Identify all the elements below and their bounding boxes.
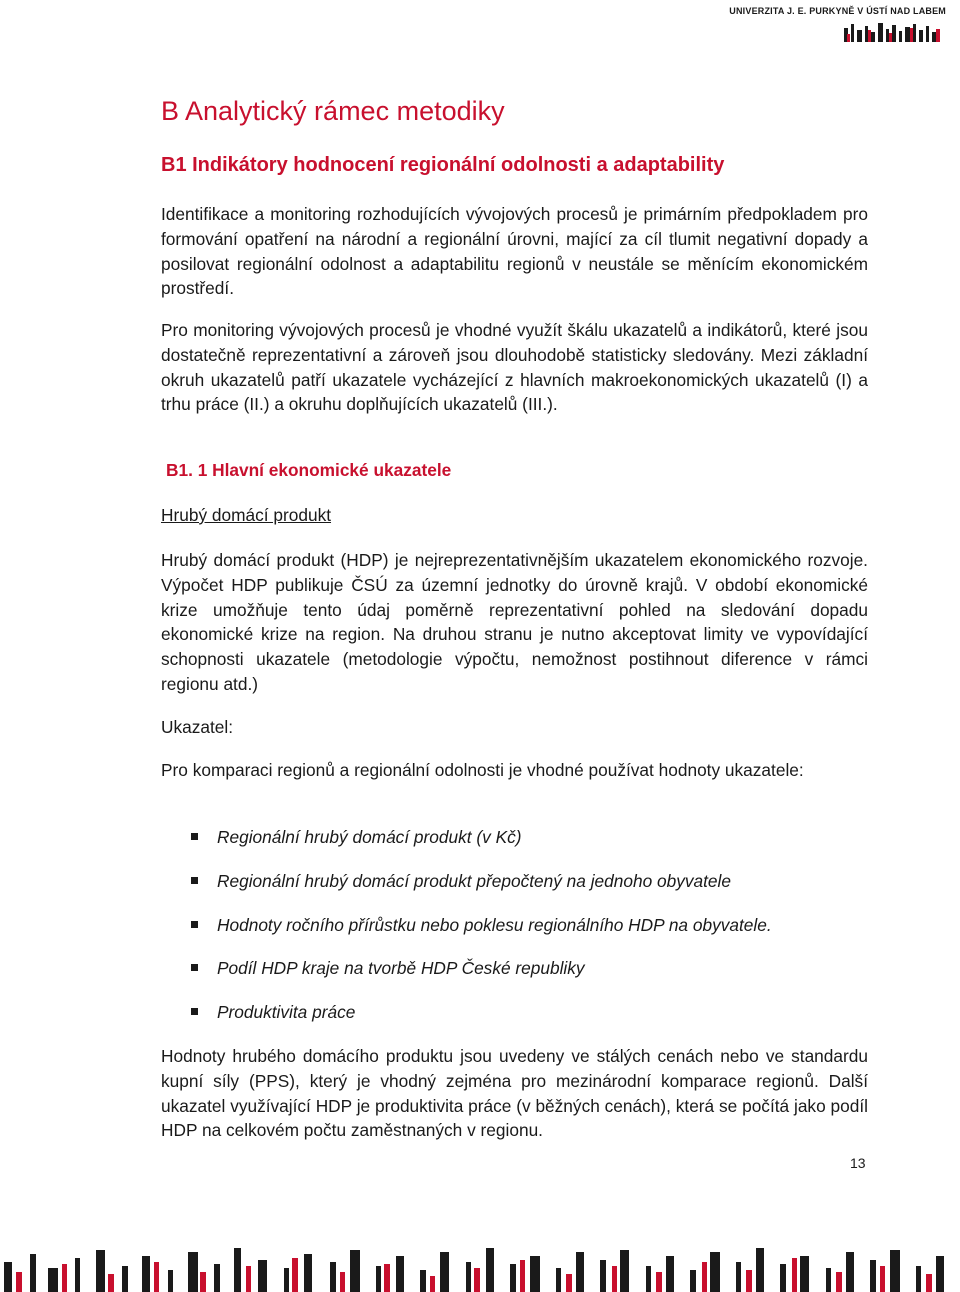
- paragraph-hdp-values: Hodnoty hrubého domácího produktu jsou uvedeny ve stálých cenách nebo ve standardu kupní síly (PPS), který je vhodný zejména pro mezinárodní komparace regionů. Další ukazatel využívající HDP je produktivita práce (v běžných cenách), která se počítá jako podíl HDP na celkovém počtu zaměstnaných v regionu.: [161, 1046, 868, 1141]
- paragraph-indicator-label: Ukazatel:: [161, 717, 234, 737]
- paragraph-intro: Identifikace a monitoring rozhodujících vývojových procesů je primárním předpokladem pro formování opatření na národní a regionální úrovni, mající za cíl tlumit negativní dopady a posilovat regionální odolnost a adaptabilitu regionů v neustále se měnícím ekonomickém prostředí.: [161, 204, 868, 299]
- paragraph-monitoring: Pro monitoring vývojových procesů je vhodné využít škálu ukazatelů a indikátorů, které jsou dostatečně reprezentativní a zároveň jsou dlouhodobě statisticky sledovány. Mezi základní okruh ukazatelů patří ukazatele vycházející z hlavních makroekonomických ukazatelů (I) a trhu práce (II.) a okruhu doplňujících ukazatelů (III.).: [161, 320, 868, 415]
- section-subtitle: B1 Indikátory hodnocení regionální odolnosti a adaptability: [161, 154, 725, 176]
- paragraph-comparison: Pro komparaci regionů a regionální odolnosti je vhodné používat hodnoty ukazatele:: [161, 760, 804, 780]
- footer-bars-graphic: [0, 1242, 960, 1292]
- bullet-square-icon: [191, 1008, 198, 1015]
- page-number: 13: [850, 1155, 866, 1171]
- bullet-square-icon: [191, 964, 198, 971]
- paragraph-hdp: Hrubý domácí produkt (HDP) je nejreprezentativnějším ukazatelem ekonomického rozvoje. Výpočet HDP publikuje ČSÚ za územní jednotky do úrovně krajů. V období ekonomické krize umožňuje tento údaj poměrně reprezentativní pohled na sledování dopadu ekonomické krize na region. Na druhou stranu je nutno akceptovat limity ve vypovídající schopnosti ukazatele (metodologie výpočtu, nemožnost postihnout diference v rámci regionu atd.): [161, 550, 868, 694]
- bullet-square-icon: [191, 877, 198, 884]
- bullet-square-icon: [191, 833, 198, 840]
- bullet-square-icon: [191, 921, 198, 928]
- university-logo: [729, 6, 946, 46]
- page-title: B Analytický rámec metodiky: [161, 96, 505, 126]
- hdp-heading: Hrubý domácí produkt: [161, 505, 332, 525]
- university-name: UNIVERZITA J. E. PURKYNĚ V ÚSTÍ NAD LABEM: [729, 6, 946, 16]
- logo-bars-graphic: [826, 20, 946, 46]
- subsection-heading: B1. 1 Hlavní ekonomické ukazatele: [166, 460, 452, 480]
